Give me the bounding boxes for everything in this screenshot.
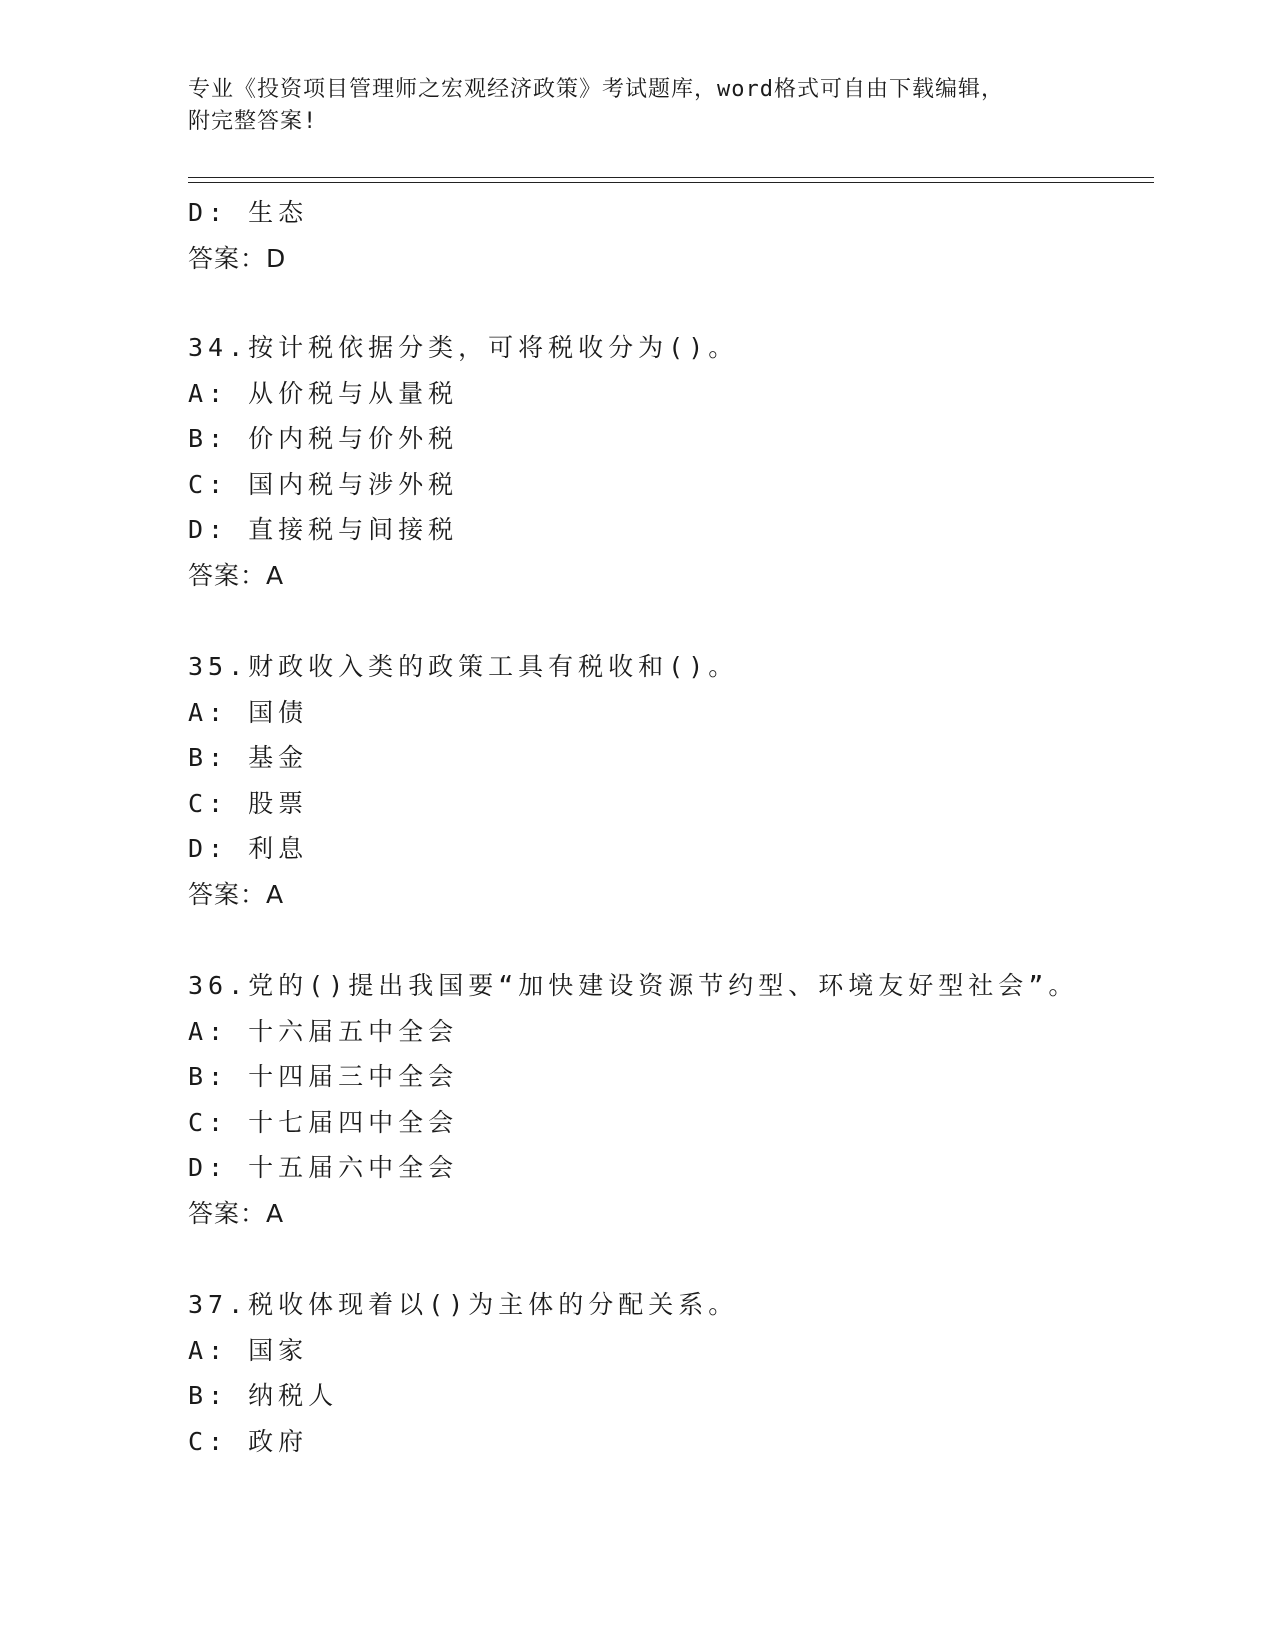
answer: 答案：A xyxy=(188,560,285,590)
prev-option-d: D: 生态 xyxy=(188,198,309,227)
option-b: B: 十四届三中全会 xyxy=(188,1062,459,1091)
header-line-2: 附完整答案! xyxy=(188,109,318,134)
option-a: A: 十六届五中全会 xyxy=(188,1016,459,1046)
option-d: D: 十五届六中全会 xyxy=(188,1153,459,1182)
option-c: C: 股票 xyxy=(188,788,309,818)
option-c: C: 十七届四中全会 xyxy=(188,1107,459,1137)
option-c: C: 政府 xyxy=(188,1426,309,1456)
option-b: B: 纳税人 xyxy=(188,1381,339,1410)
header-rule-top xyxy=(188,177,1154,178)
question-stem: 34.按计税依据分类，可将税收分为()。 xyxy=(188,333,739,362)
answer: 答案：A xyxy=(188,879,285,909)
option-d: D: 利息 xyxy=(188,834,309,863)
question-34 xyxy=(188,325,1154,598)
header-rule-bottom xyxy=(188,182,1154,183)
header-line-1: 专业《投资项目管理师之宏观经济政策》考试题库，word格式可自由下载编辑， xyxy=(188,77,1004,102)
prev-answer: 答案：D xyxy=(188,243,287,273)
question-stem: 36.党的()提出我国要“加快建设资源节约型、环境友好型社会”。 xyxy=(188,971,1079,1000)
document-header xyxy=(188,74,1088,138)
option-a: A: 国家 xyxy=(188,1335,309,1365)
option-b: B: 基金 xyxy=(188,743,309,772)
question-list xyxy=(188,190,1154,1464)
option-b: B: 价内税与价外税 xyxy=(188,424,459,453)
option-a: A: 从价税与从量税 xyxy=(188,378,459,408)
question-36 xyxy=(188,963,1154,1236)
option-a: A: 国债 xyxy=(188,697,309,727)
option-d: D: 直接税与间接税 xyxy=(188,515,459,544)
question-37 xyxy=(188,1282,1154,1464)
question-stem: 35.财政收入类的政策工具有税收和()。 xyxy=(188,652,739,681)
option-c: C: 国内税与涉外税 xyxy=(188,469,459,499)
answer: 答案：A xyxy=(188,1198,285,1228)
question-35 xyxy=(188,644,1154,917)
question-stem: 37.税收体现着以()为主体的分配关系。 xyxy=(188,1290,739,1319)
